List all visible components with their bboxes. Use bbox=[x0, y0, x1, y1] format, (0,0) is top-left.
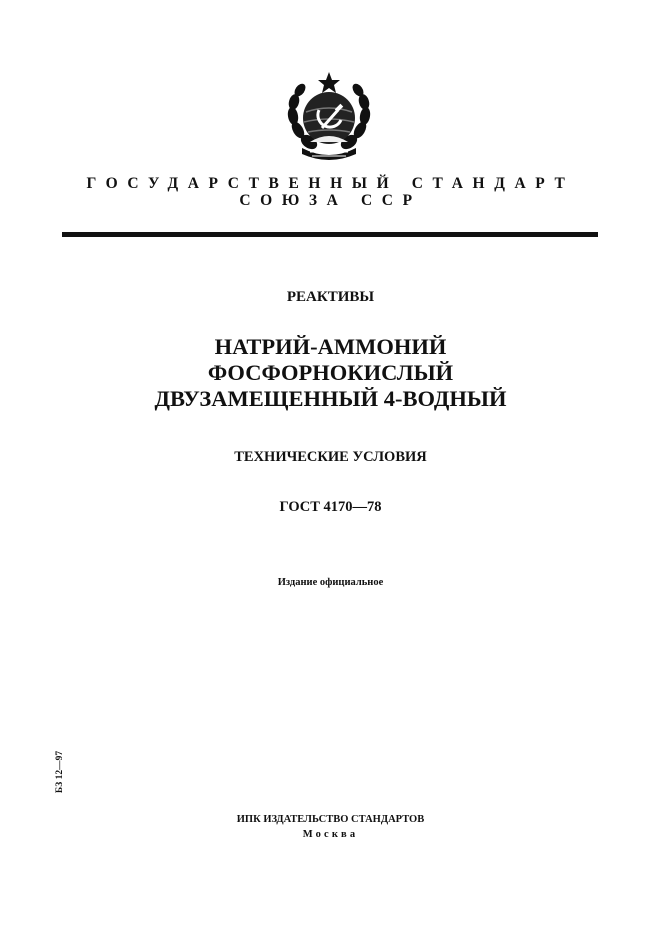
header-divider bbox=[62, 232, 598, 237]
title-line-3: ДВУЗАМЕЩЕННЫЙ 4-ВОДНЫЙ bbox=[154, 386, 507, 411]
title-line-1: НАТРИЙ-АММОНИЙ bbox=[214, 334, 447, 359]
title-line-2: ФОСФОРНОКИСЛЫЙ bbox=[207, 360, 454, 385]
edition-note: Издание официальное bbox=[277, 577, 384, 588]
publisher: ИПК ИЗДАТЕЛЬСТВО СТАНДАРТОВ bbox=[236, 814, 425, 825]
city: Москва bbox=[302, 829, 359, 840]
gost-number: ГОСТ 4170—78 bbox=[279, 499, 382, 515]
ussr-header: СОЮЗА ССР bbox=[239, 192, 422, 209]
document-category: РЕАКТИВЫ bbox=[286, 289, 375, 305]
ussr-emblem-icon bbox=[284, 70, 374, 166]
side-code: БЗ 12—97 bbox=[55, 750, 65, 794]
document-title bbox=[0, 334, 661, 412]
document-subtitle: ТЕХНИЧЕСКИЕ УСЛОВИЯ bbox=[234, 449, 427, 465]
state-standard-header: ГОСУДАРСТВЕННЫЙ СТАНДАРТ bbox=[86, 175, 575, 192]
